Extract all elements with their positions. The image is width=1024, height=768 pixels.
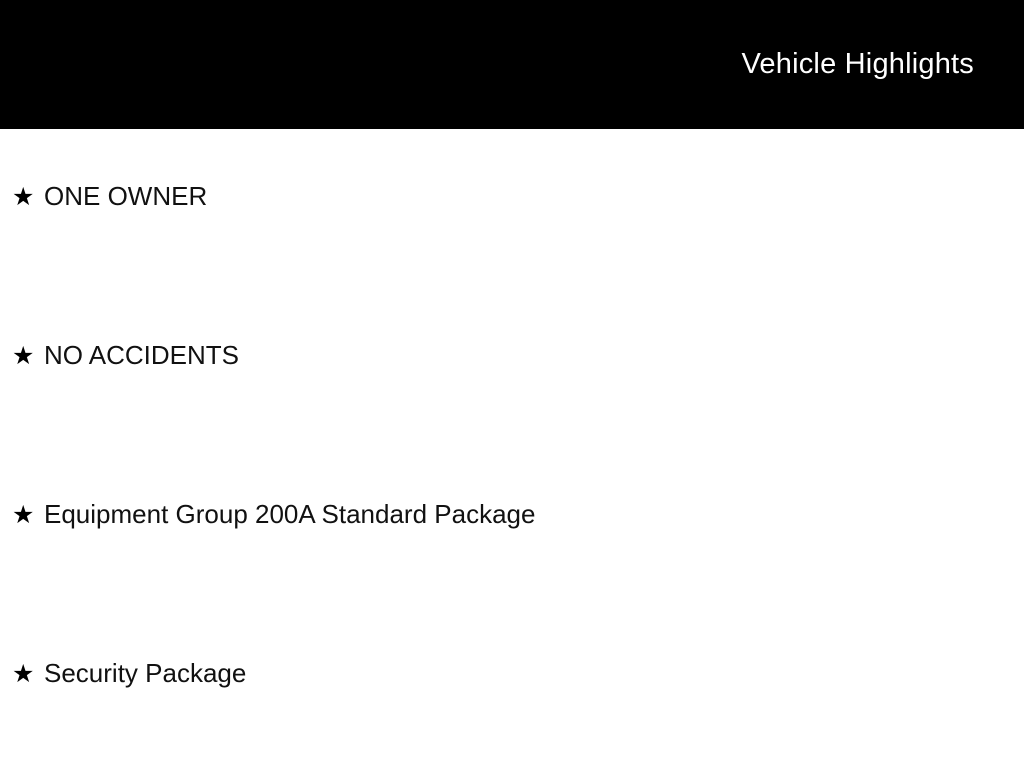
star-icon: ★ [12,342,35,370]
list-item [0,342,1024,501]
list-item [0,660,1024,687]
star-icon: ★ [12,501,35,529]
list-item [0,501,1024,660]
list-item-label: Equipment Group 200A Standard Package [44,499,536,529]
header-bar [0,0,1024,129]
list-item-label: Security Package [44,658,247,688]
list-item [0,183,1024,342]
star-icon: ★ [12,183,35,211]
highlights-list [0,129,1024,687]
list-item-label: NO ACCIDENTS [44,340,240,370]
page-title: Vehicle Highlights [741,48,974,80]
list-item-label: ONE OWNER [44,181,208,211]
star-icon: ★ [12,660,35,688]
